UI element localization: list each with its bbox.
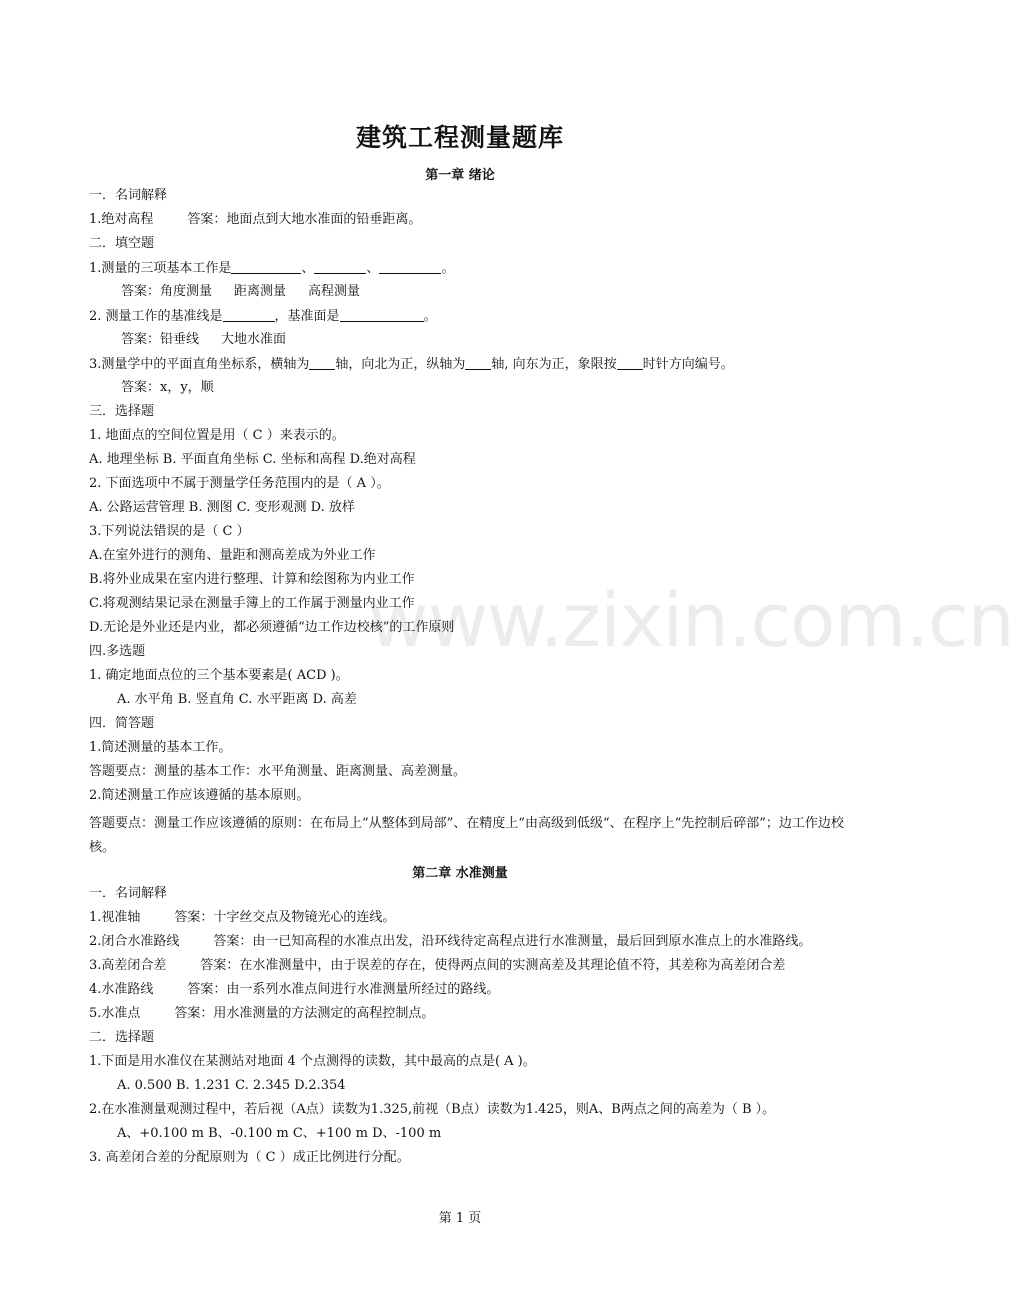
fill-blank-question: 2. 测量工作的基准线是 ，基准面是 。: [89, 309, 437, 324]
section-heading: 四.多选题: [89, 644, 146, 659]
answer-line: 答案：x，y，顺: [121, 380, 214, 395]
choice-options: A. 水平角 B. 竖直角 C. 水平距离 D. 高差: [117, 692, 357, 707]
watermark: www.zixin.com.cn: [368, 578, 1014, 664]
choice-question: 3. 高差闭合差的分配原则为（ C ）成正比例进行分配。: [89, 1150, 410, 1165]
fill-blank-question: 3.测量学中的平面直角坐标系，横轴为 轴，向北为正，纵轴为 轴, 向东为正，象限按 时针方向编号。: [89, 357, 734, 372]
page-number: 第 1 页: [438, 1211, 482, 1226]
choice-options: A. 公路运营管理 B. 测图 C. 变形观测 D. 放样: [89, 500, 355, 515]
multi-choice-question: 1. 确定地面点位的三个基本要素是( ACD )。: [89, 668, 349, 683]
definition-item: 3.高差闭合差 答案：在水准测量中，由于误差的存在，使得两点间的实测高差及其理论值不符，其差称为高差闭合差: [89, 958, 786, 973]
page-title: 建筑工程测量题库: [355, 123, 564, 152]
choice-question: 2. 下面选项中不属于测量学任务范围内的是（ A ）。: [89, 476, 390, 491]
choice-question: 1. 地面点的空间位置是用（ C ）来表示的。: [89, 428, 345, 443]
answer-line: 答案：铅垂线 大地水准面: [121, 332, 287, 347]
chapter-1-heading: 第一章 绪论: [425, 168, 495, 183]
choice-option: D.无论是外业还是内业，都必须遵循“边工作边校核”的工作原则: [89, 620, 455, 635]
choice-options: A. 地理坐标 B. 平面直角坐标 C. 坐标和高程 D.绝对高程: [89, 452, 416, 467]
section-heading: 一．名词解释: [89, 886, 168, 901]
answer-line: 答题要点：测量的基本工作：水平角测量、距离测量、高差测量。: [89, 764, 467, 779]
answer-paragraph: 答题要点：测量工作应该遵循的原则：在布局上“从整体到局部”、在精度上“由高级到低级“、在程序上“先控制后碎部”；边工作边校核。: [89, 816, 844, 855]
section-heading: 四．简答题: [89, 716, 155, 731]
choice-option: C.将观测结果记录在测量手簿上的工作属于测量内业工作: [89, 596, 415, 611]
choice-option: A.在室外进行的测角、量距和测高差成为外业工作: [89, 548, 376, 563]
fill-blank-question: 1.测量的三项基本工作是 、 、 。: [89, 261, 455, 276]
choice-option: B.将外业成果在室内进行整理、计算和绘图称为内业工作: [89, 572, 415, 587]
choice-question: 2.在水准测量观测过程中，若后视（A点）读数为1.325,前视（B点）读数为1.425，则A、B两点之间的高差为（ B ）。: [89, 1102, 776, 1117]
choice-options: A. 0.500 B. 1.231 C. 2.345 D.2.354: [117, 1078, 346, 1093]
choice-question: 1.下面是用水准仪在某测站对地面 4 个点测得的读数，其中最高的点是( A )。: [89, 1054, 536, 1069]
choice-options: A、+0.100 m B、-0.100 m C、+100 m D、-100 m: [117, 1126, 442, 1141]
section-heading: 三．选择题: [89, 404, 155, 419]
definition-item: 1.绝对高程 答案：地面点到大地水准面的铅垂距离。: [89, 212, 422, 227]
definition-item: 1.视准轴 答案：十字丝交点及物镜光心的连线。: [89, 910, 396, 925]
choice-question: 3.下列说法错误的是（ C ）: [89, 524, 250, 539]
chapter-2-heading: 第二章 水准测量: [412, 866, 508, 881]
section-heading: 二．选择题: [89, 1030, 155, 1045]
section-heading: 二．填空题: [89, 236, 155, 251]
section-heading: 一．名词解释: [89, 188, 168, 203]
definition-item: 2.闭合水准路线 答案：由一已知高程的水准点出发，沿环线待定高程点进行水准测量，最后回到原水准点上的水准路线。: [89, 934, 812, 949]
short-answer-question: 2.简述测量工作应该遵循的基本原则。: [89, 788, 310, 803]
definition-item: 4.水准路线 答案：由一系列水准点间进行水准测量所经过的路线。: [89, 982, 500, 997]
definition-item: 5.水准点 答案：用水准测量的方法测定的高程控制点。: [89, 1006, 435, 1021]
answer-line: 答案：角度测量 距离测量 高程测量: [121, 284, 361, 299]
short-answer-question: 1.简述测量的基本工作。: [89, 740, 232, 755]
